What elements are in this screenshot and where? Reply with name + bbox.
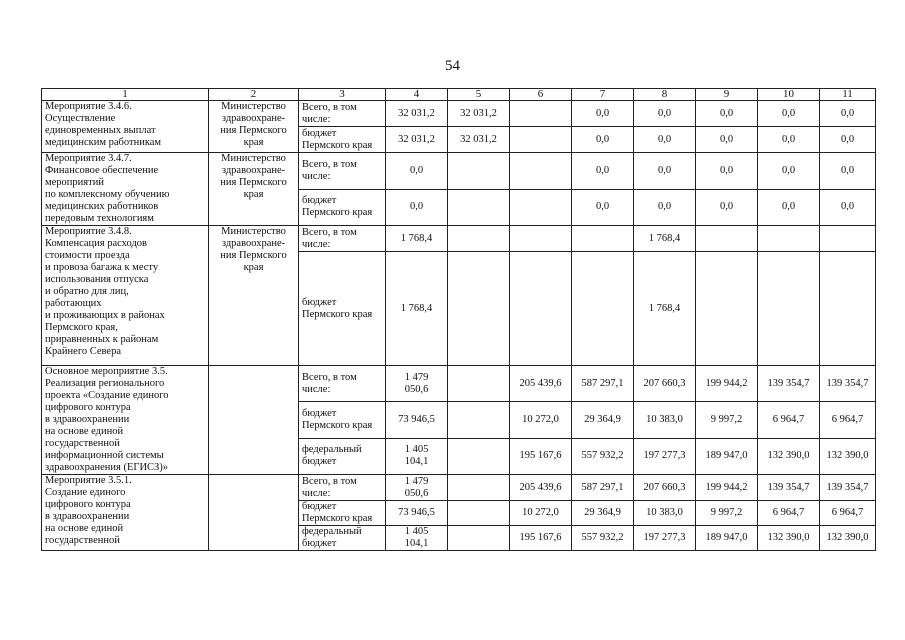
amount-cell xyxy=(820,252,876,366)
cell-line: Всего, в том xyxy=(302,101,357,113)
amount-cell xyxy=(696,252,758,366)
amount-cell xyxy=(820,226,876,252)
amount-cell: 199 944,2 xyxy=(696,475,758,501)
cell-line: Пермского края xyxy=(302,513,373,524)
cell-line: 0,0 xyxy=(409,164,424,176)
cell-line: работающих xyxy=(45,298,102,309)
cell-line: Мероприятие 3.4.8. xyxy=(45,226,132,237)
amount-cell xyxy=(448,438,510,474)
table-row xyxy=(42,226,876,252)
executor-cell xyxy=(209,153,299,226)
amount-cell: 0,0 xyxy=(820,127,876,153)
cell-line: цифрового контура xyxy=(45,499,131,510)
cell-line: края xyxy=(243,189,264,200)
amount-cell: 10 272,0 xyxy=(510,402,572,438)
funding-source-cell xyxy=(299,226,386,252)
amount-cell xyxy=(448,252,510,366)
budget-table xyxy=(41,88,876,551)
cell-line: единовременных выплат xyxy=(45,125,156,136)
amount-cell xyxy=(510,101,572,127)
amount-cell xyxy=(386,475,448,501)
column-number: 10 xyxy=(758,89,820,101)
cell-line: использования отпуска xyxy=(45,274,149,285)
cell-line: стоимости проезда xyxy=(45,250,130,261)
amount-cell: 205 439,6 xyxy=(510,366,572,402)
amount-cell: 207 660,3 xyxy=(634,366,696,402)
cell-line: числе: xyxy=(302,113,331,125)
amount-cell xyxy=(386,101,448,127)
amount-cell xyxy=(386,127,448,153)
amount-cell xyxy=(448,475,510,501)
cell-line: Пермского края, xyxy=(45,322,118,333)
cell-line: Создание единого xyxy=(45,487,126,498)
column-number: 2 xyxy=(209,89,299,101)
amount-cell: 0,0 xyxy=(758,189,820,226)
amount-cell xyxy=(758,252,820,366)
cell-line: федеральный xyxy=(302,526,362,537)
cell-line: Мероприятие 3.4.7. xyxy=(45,153,132,164)
amount-cell xyxy=(510,153,572,190)
amount-cell xyxy=(510,127,572,153)
cell-line: по комплексному обучению xyxy=(45,189,170,200)
amount-cell: 207 660,3 xyxy=(634,475,696,501)
cell-line: Пермского края xyxy=(302,207,373,219)
amount-cell xyxy=(448,226,510,252)
table-row xyxy=(42,101,876,127)
amount-cell: 0,0 xyxy=(572,153,634,190)
column-number: 3 xyxy=(299,89,386,101)
executor-cell xyxy=(209,101,299,153)
cell-line: и обратно для лиц, xyxy=(45,286,129,297)
cell-line: здравоохране- xyxy=(221,238,286,249)
amount-cell: 139 354,7 xyxy=(820,366,876,402)
cell-line: 32 031,2 xyxy=(398,107,435,119)
cell-line: передовым технологиям xyxy=(45,213,154,224)
measure-name-cell xyxy=(42,475,209,551)
cell-line: Мероприятие 3.4.6. xyxy=(45,101,132,112)
cell-line: ния Пермского xyxy=(220,177,287,188)
cell-line: Финансовое обеспечение xyxy=(45,165,159,176)
cell-line: здравоохранения (ЕГИСЗ)» xyxy=(45,462,169,473)
cell-line: 1 768,4 xyxy=(400,302,433,314)
amount-cell: 195 167,6 xyxy=(510,526,572,551)
amount-cell: 205 439,6 xyxy=(510,475,572,501)
amount-cell xyxy=(448,402,510,438)
cell-line: Пермского края xyxy=(302,139,373,151)
column-number: 1 xyxy=(42,89,209,101)
amount-cell: 0,0 xyxy=(572,189,634,226)
column-number: 9 xyxy=(696,89,758,101)
column-number: 6 xyxy=(510,89,572,101)
amount-cell xyxy=(448,366,510,402)
amount-cell: 10 383,0 xyxy=(634,402,696,438)
amount-cell: 195 167,6 xyxy=(510,438,572,474)
cell-line: 1 479 xyxy=(404,475,429,487)
amount-cell: 9 997,2 xyxy=(696,402,758,438)
cell-line: Всего, в том xyxy=(302,158,357,170)
cell-line: Министерство xyxy=(221,226,286,237)
executor-cell xyxy=(209,226,299,366)
funding-source-cell xyxy=(299,402,386,438)
cell-line: Министерство xyxy=(221,153,286,164)
cell-line: в здравоохранении xyxy=(45,511,130,522)
cell-line: проекта «Создание единого xyxy=(45,390,169,401)
funding-source-cell xyxy=(299,475,386,501)
cell-line: государственной xyxy=(45,438,120,449)
cell-line: 050,6 xyxy=(404,383,429,395)
funding-source-cell xyxy=(299,526,386,551)
cell-line: ния Пермского xyxy=(220,125,287,136)
amount-cell xyxy=(572,226,634,252)
cell-line: 050,6 xyxy=(404,487,429,499)
amount-cell: 0,0 xyxy=(758,127,820,153)
cell-line: 0,0 xyxy=(409,201,424,213)
amount-cell: 139 354,7 xyxy=(758,366,820,402)
cell-line: здравоохране- xyxy=(221,113,286,124)
amount-cell xyxy=(448,189,510,226)
funding-source-cell xyxy=(299,189,386,226)
cell-line: здравоохране- xyxy=(221,165,286,176)
cell-line: ния Пермского xyxy=(220,250,287,261)
amount-cell: 6 964,7 xyxy=(820,501,876,526)
measure-name-cell xyxy=(42,101,209,153)
amount-cell xyxy=(572,252,634,366)
amount-cell xyxy=(386,189,448,226)
amount-cell: 587 297,1 xyxy=(572,475,634,501)
cell-line: числе: xyxy=(302,487,331,499)
amount-cell: 10 383,0 xyxy=(634,501,696,526)
amount-cell: 0,0 xyxy=(634,101,696,127)
cell-line: медицинских работников xyxy=(45,201,159,212)
amount-cell xyxy=(448,153,510,190)
cell-line: Всего, в том xyxy=(302,226,357,238)
amount-cell: 0,0 xyxy=(572,127,634,153)
amount-cell xyxy=(386,252,448,366)
amount-cell: 10 272,0 xyxy=(510,501,572,526)
cell-line: 1 405 xyxy=(404,526,429,537)
funding-source-cell xyxy=(299,153,386,190)
amount-cell xyxy=(448,526,510,551)
cell-line: федеральный xyxy=(302,444,362,456)
amount-cell: 0,0 xyxy=(820,101,876,127)
cell-line: медицинским работникам xyxy=(45,137,162,148)
amount-cell: 0,0 xyxy=(820,189,876,226)
cell-line: бюджет xyxy=(302,407,337,419)
amount-cell: 587 297,1 xyxy=(572,366,634,402)
cell-line: Всего, в том xyxy=(302,371,357,383)
funding-source-cell xyxy=(299,101,386,127)
amount-cell: 0,0 xyxy=(758,153,820,190)
table-body xyxy=(42,89,876,551)
column-number: 4 xyxy=(386,89,448,101)
amount-cell: 0,0 xyxy=(758,101,820,127)
cell-line: государственной xyxy=(45,535,120,546)
cell-line: бюджет xyxy=(302,127,337,139)
table-row xyxy=(42,153,876,190)
funding-source-cell xyxy=(299,366,386,402)
cell-line: Министерство xyxy=(221,101,286,112)
cell-line: информационной системы xyxy=(45,450,164,461)
amount-cell: 0,0 xyxy=(820,153,876,190)
cell-line: числе: xyxy=(302,238,331,250)
amount-cell: 132 390,0 xyxy=(820,526,876,551)
table-row xyxy=(42,475,876,501)
cell-line: бюджет xyxy=(302,501,337,512)
amount-cell: 197 277,3 xyxy=(634,526,696,551)
amount-cell xyxy=(386,438,448,474)
cell-line: бюджет xyxy=(302,538,337,549)
amount-cell: 6 964,7 xyxy=(820,402,876,438)
cell-line: в здравоохранении xyxy=(45,414,130,425)
amount-cell xyxy=(510,226,572,252)
cell-line: числе: xyxy=(302,383,331,395)
measure-name-cell xyxy=(42,153,209,226)
column-number: 5 xyxy=(448,89,510,101)
amount-cell xyxy=(386,366,448,402)
cell-line: и провоза багажа к месту xyxy=(45,262,159,273)
cell-line: числе: xyxy=(302,170,331,182)
column-number: 7 xyxy=(572,89,634,101)
amount-cell: 0,0 xyxy=(634,189,696,226)
cell-line: 104,1 xyxy=(404,456,429,468)
amount-cell: 1 768,4 xyxy=(634,226,696,252)
table-row xyxy=(42,366,876,402)
amount-cell: 132 390,0 xyxy=(758,438,820,474)
amount-cell: 132 390,0 xyxy=(758,526,820,551)
funding-source-cell xyxy=(299,252,386,366)
amount-cell xyxy=(386,402,448,438)
amount-cell: 557 932,2 xyxy=(572,526,634,551)
amount-cell: 132 390,0 xyxy=(820,438,876,474)
cell-line: 1 768,4 xyxy=(400,232,433,244)
amount-cell: 0,0 xyxy=(572,101,634,127)
amount-cell: 0,0 xyxy=(634,127,696,153)
amount-cell xyxy=(386,153,448,190)
funding-source-cell xyxy=(299,501,386,526)
cell-line: 1 405 xyxy=(404,444,429,456)
cell-line: Компенсация расходов xyxy=(45,238,147,249)
cell-line: цифрового контура xyxy=(45,402,131,413)
cell-line: Мероприятие 3.5.1. xyxy=(45,475,132,486)
amount-cell: 199 944,2 xyxy=(696,366,758,402)
amount-cell: 0,0 xyxy=(696,153,758,190)
amount-cell xyxy=(758,226,820,252)
amount-cell: 29 364,9 xyxy=(572,501,634,526)
amount-cell: 6 964,7 xyxy=(758,402,820,438)
cell-line: 1 479 xyxy=(404,371,429,383)
cell-line: 73 946,5 xyxy=(398,507,435,518)
column-number: 11 xyxy=(820,89,876,101)
cell-line: Осуществление xyxy=(45,113,116,124)
cell-line: края xyxy=(243,262,264,273)
page-number: 54 xyxy=(445,58,460,74)
executor-cell xyxy=(209,475,299,551)
cell-line: Всего, в том xyxy=(302,475,357,487)
amount-cell: 189 947,0 xyxy=(696,438,758,474)
cell-line: на основе единой xyxy=(45,523,124,534)
amount-cell: 32 031,2 xyxy=(448,127,510,153)
amount-cell: 139 354,7 xyxy=(820,475,876,501)
amount-cell xyxy=(386,526,448,551)
amount-cell xyxy=(696,226,758,252)
cell-line: Реализация регионального xyxy=(45,378,165,389)
amount-cell: 6 964,7 xyxy=(758,501,820,526)
funding-source-cell xyxy=(299,438,386,474)
column-number-row xyxy=(42,89,876,101)
amount-cell: 0,0 xyxy=(696,127,758,153)
amount-cell: 0,0 xyxy=(696,189,758,226)
cell-line: Основное мероприятие 3.5. xyxy=(45,366,168,377)
amount-cell: 557 932,2 xyxy=(572,438,634,474)
amount-cell: 32 031,2 xyxy=(448,101,510,127)
amount-cell: 1 768,4 xyxy=(634,252,696,366)
cell-line: 73 946,5 xyxy=(398,413,435,425)
amount-cell: 0,0 xyxy=(634,153,696,190)
amount-cell xyxy=(448,501,510,526)
cell-line: бюджет xyxy=(302,456,337,468)
cell-line: мероприятий xyxy=(45,177,104,188)
cell-line: 32 031,2 xyxy=(398,133,435,145)
amount-cell xyxy=(386,226,448,252)
funding-source-cell xyxy=(299,127,386,153)
cell-line: Крайнего Севера xyxy=(45,346,121,357)
amount-cell: 197 277,3 xyxy=(634,438,696,474)
amount-cell xyxy=(510,189,572,226)
cell-line: и проживающих в районах xyxy=(45,310,165,321)
cell-line: 104,1 xyxy=(404,538,429,549)
measure-name-cell xyxy=(42,366,209,475)
executor-cell xyxy=(209,366,299,475)
cell-line: бюджет xyxy=(302,296,337,308)
cell-line: края xyxy=(243,137,264,148)
amount-cell: 189 947,0 xyxy=(696,526,758,551)
cell-line: приравненных к районам xyxy=(45,334,159,345)
cell-line: на основе единой xyxy=(45,426,124,437)
cell-line: Пермского края xyxy=(302,419,373,431)
measure-name-cell xyxy=(42,226,209,366)
amount-cell: 139 354,7 xyxy=(758,475,820,501)
amount-cell xyxy=(386,501,448,526)
amount-cell xyxy=(510,252,572,366)
cell-line: Пермского края xyxy=(302,308,373,320)
amount-cell: 29 364,9 xyxy=(572,402,634,438)
amount-cell: 9 997,2 xyxy=(696,501,758,526)
amount-cell: 0,0 xyxy=(696,101,758,127)
column-number: 8 xyxy=(634,89,696,101)
cell-line: бюджет xyxy=(302,195,337,207)
